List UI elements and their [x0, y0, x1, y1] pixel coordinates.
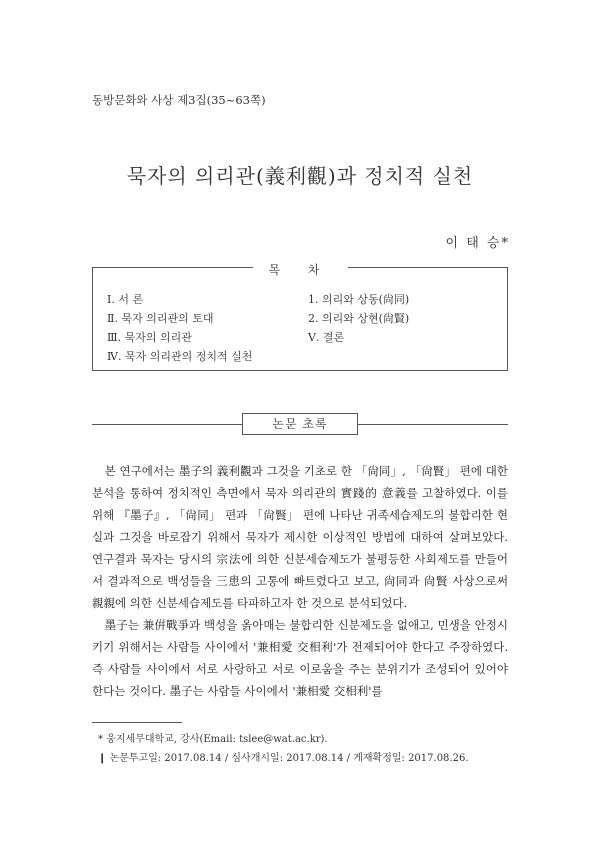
toc-item: Ⅲ. 묵자의 의리관	[107, 331, 192, 344]
abstract-label: 논문 초록	[242, 413, 358, 435]
footnote-affiliation: * 웅지세무대학교, 강사(Email: tslee@wat.ac.kr).	[98, 734, 328, 745]
journal-header: 동방문화와 사상 제3집(35~63쪽)	[92, 93, 266, 107]
table-of-contents	[92, 263, 508, 371]
toc-item: 2. 의리와 상현(尙賢)	[308, 312, 410, 325]
footnote-dates: ❙ 논문투고일: 2017.08.14 / 심사개시일: 2017.08.14 / 게재확정일: 2017.08.26.	[98, 753, 469, 764]
toc-left-column	[107, 290, 252, 366]
abstract-paragraph: 墨子는 兼倂戰爭과 백성을 옭아매는 불합리한 신분제도을 없애고, 민생을 안정시키기 위해서는 사람들 사이에서 '兼相愛 交相利'가 전제되어야 한다고 주장하였다. 즉 사람들 사이에서 서로 사랑하고 서로 이로움을 주는 분위기가 조성되어 있어야 한다는 것이다. 墨子는 사람들 사이에서 '兼相愛 交相利'를	[92, 618, 508, 698]
toc-right-column	[308, 290, 409, 347]
abstract-body	[92, 460, 508, 702]
toc-item: Ⅰ. 서 론	[107, 293, 144, 306]
footnotes	[98, 730, 469, 768]
toc-item: 1. 의리와 상동(尙同)	[308, 293, 410, 306]
abstract-paragraph: 본 연구에서는 墨子의 義利觀과 그것을 기초로 한 「尙同」, 「尙賢」 편에 대한 분석을 통하여 정치적인 측면에서 묵자 의리관의 實踐的 意義를 고찰하였다. 이를 위해 『墨子』, 「尙同」 편과 「尙賢」 편에 나타난 귀족세습제도의 불합리한 현실과 그것을 바로잡기 위해서 묵자가 제시한 이상적인 방법에 대하여 살펴보았다. 연구결과 묵자는 당시의 宗法에 의한 신분세습제도가 불평등한 사회제도를 만들어서 결과적으로 백성들을 三患의 고통에 빠트렸다고 보고, 尙同과 尙賢 사상으로써 親親에 의한 신분세습제도를 타파하고자 한 것으로 분석되었다.	[92, 464, 508, 610]
footnote-divider	[92, 722, 182, 723]
paper-title: 묵자의 의리관(義利觀)과 정치적 실천	[126, 164, 474, 188]
toc-item: Ⅴ. 결론	[308, 331, 345, 344]
toc-item: Ⅱ. 묵자 의리관의 토대	[107, 312, 214, 325]
toc-label: 목 차	[253, 263, 348, 277]
toc-label-wrap	[93, 259, 507, 278]
toc-item: Ⅳ. 묵자 의리관의 정치적 실천	[107, 350, 253, 363]
author-name: 이 태 승*	[445, 236, 510, 251]
